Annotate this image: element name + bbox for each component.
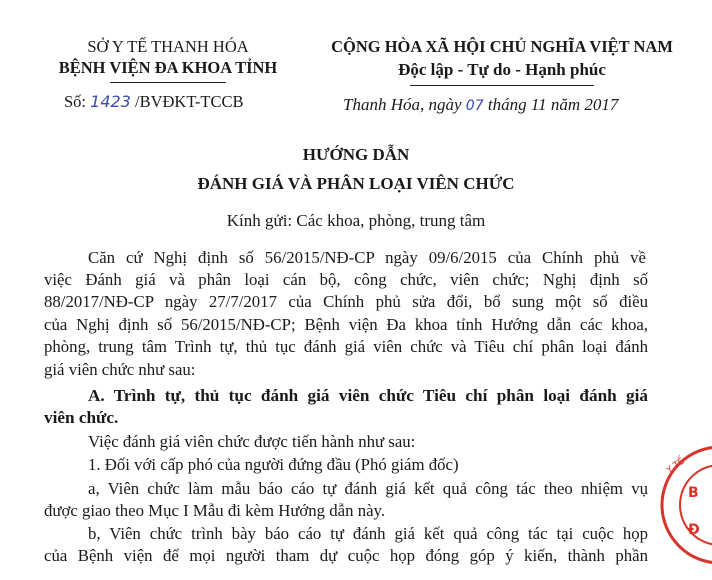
intro-line-2: việc Đánh giá và phân loại cán bộ, công chức, viên chức; Nghị định số [44,270,648,289]
header-country: CỘNG HÒA XÃ HỘI CHỦ NGHĨA VIỆT NAM [331,37,673,56]
document-number [64,92,243,112]
date-prefix: Thanh Hóa, ngày [343,95,462,114]
paragraph-1: Việc đánh giá viên chức được tiến hành như sau: [88,432,416,451]
recipient-line: Kính gửi: Các khoa, phòng, trung tâm [226,211,486,230]
title-line-2: ĐÁNH GIÁ VÀ PHÂN LOẠI VIÊN CHỨC [197,174,515,193]
paragraph-2: 1. Đối với cấp phó của người đứng đầu (Phó giám đốc) [88,455,459,474]
header-motto: Độc lập - Tự do - Hạnh phúc [398,60,606,79]
intro-line-3: 88/2017/NĐ-CP ngày 27/7/2017 của Chính phủ sửa đổi, bổ sung một số điều [44,292,648,311]
header-agency: SỞ Y TẾ THANH HÓA [87,37,249,56]
header-right-underline [410,85,594,86]
number-suffix: /BVĐKT-TCCB [134,92,244,111]
paragraph-4-line-2: của Bệnh viện để mọi người tham dự cuộc họp đóng góp ý kiến, thành phần [44,546,648,565]
intro-line-5: phòng, trung tâm Trình tự, thủ tục đánh giá viên chức và Tiêu chí phân loại đánh [44,337,648,356]
section-a-heading-line-1: A. Trình tự, thủ tục đánh giá viên chức Tiêu chí phân loại đánh giá [88,386,648,405]
intro-line-6: giá viên chức như sau: [44,360,196,379]
paragraph-4-line-1: b, Viên chức trình bày báo cáo tự đánh giá kết quả công tác tại cuộc họp [88,524,648,543]
intro-line-1: Căn cứ Nghị định số 56/2015/NĐ-CP ngày 09/6/2015 của Chính phủ về [88,248,646,267]
stamp-ring-text: Y TẾ [665,456,687,476]
header-org: BỆNH VIỆN ĐA KHOA TỈNH [58,58,278,77]
section-a-heading-line-2: viên chức. [44,408,119,427]
stamp-letter-2: Đ [688,522,700,538]
intro-line-4: của Nghị định số 56/2015/NĐ-CP; Bệnh viện Đa khoa tỉnh Hướng dẫn các khoa, [44,315,648,334]
number-handwritten: 1423 [90,92,131,111]
document-date [343,95,618,115]
date-day-handwritten: 07 [465,98,484,114]
stamp-letter-1: B [688,485,699,501]
paragraph-3-line-2: được giao theo Mục I Mẫu đi kèm Hướng dẫn này. [44,501,386,520]
header-left-underline [110,82,226,83]
official-stamp [660,430,712,580]
number-prefix: Số: [64,92,87,111]
paragraph-3-line-1: a, Viên chức làm mẫu báo cáo tự đánh giá kết quả công tác theo nhiệm vụ [88,479,648,498]
date-suffix: tháng 11 năm 2017 [487,95,619,114]
title-line-1: HƯỚNG DẪN [302,145,410,164]
